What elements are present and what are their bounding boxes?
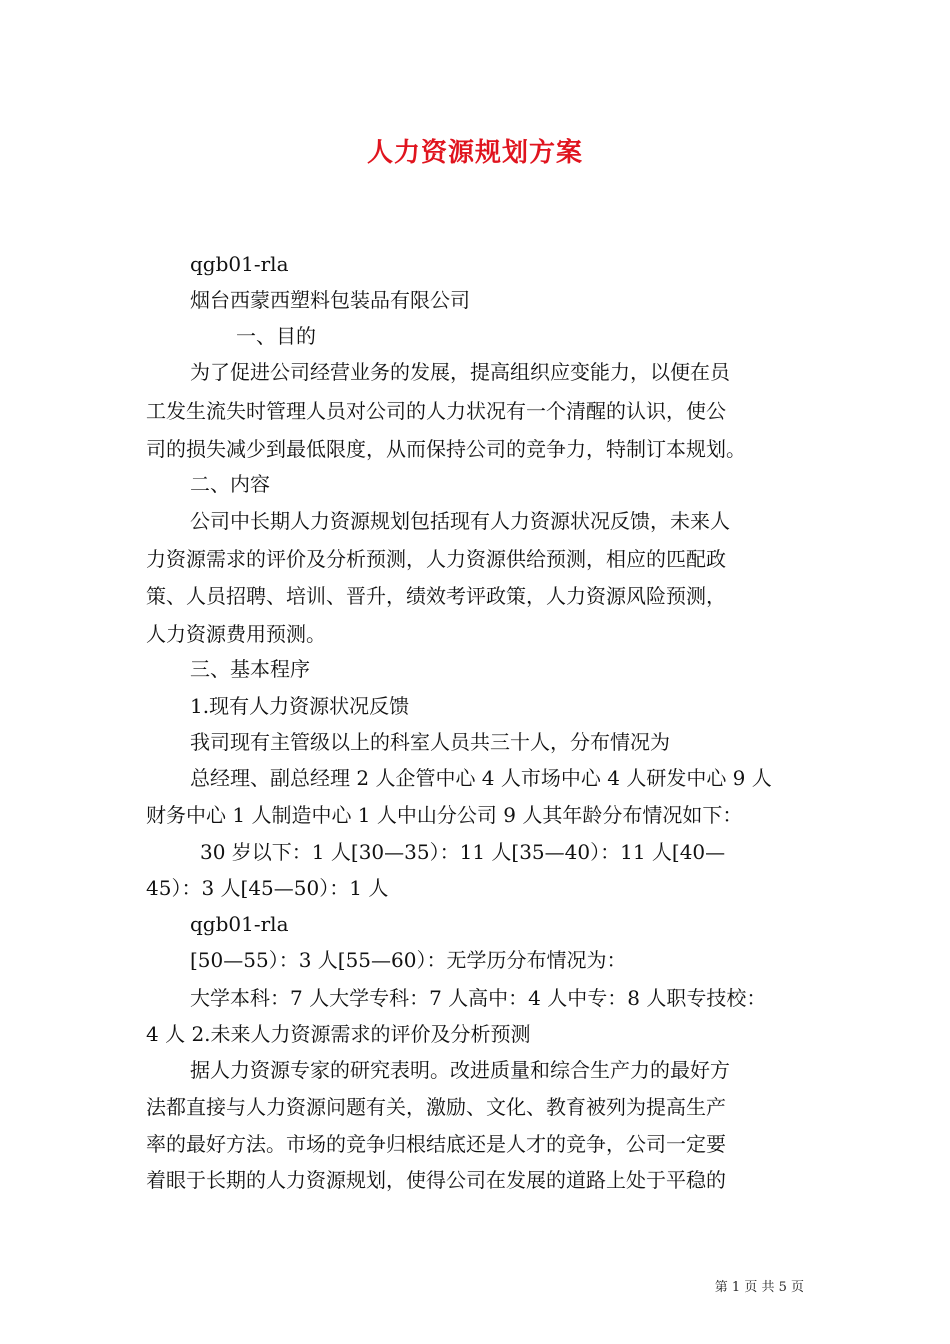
paragraph-line: 据人力资源专家的研究表明。改进质量和综合生产力的最好方 — [190, 1058, 730, 1082]
paragraph-line: 30 岁以下：1 人[30—35）：11 人[35—40）：11 人[40— — [200, 840, 726, 864]
paragraph-line: 大学本科：7 人大学专科：7 人高中：4 人中专：8 人职专技校： — [190, 986, 767, 1010]
paragraph-line: 策、人员招聘、培训、晋升，绩效考评政策，人力资源风险预测， — [146, 584, 726, 608]
paragraph-line: 我司现有主管级以上的科室人员共三十人，分布情况为 — [190, 730, 670, 754]
paragraph-line: 公司中长期人力资源规划包括现有人力资源状况反馈，未来人 — [190, 509, 730, 533]
company-name-line: 烟台西蒙西塑料包装品有限公司 — [190, 288, 470, 312]
paragraph-line: 财务中心 1 人制造中心 1 人中山分公司 9 人其年龄分布情况如下： — [146, 803, 743, 827]
section-heading: 三、基本程序 — [190, 657, 310, 681]
paragraph-line: 率的最好方法。市场的竞争归根结底还是人才的竞争，公司一定要 — [146, 1132, 726, 1156]
page-number: 第 1 页 共 5 页 — [714, 1280, 804, 1295]
paragraph-line: 工发生流失时管理人员对公司的人力状况有一个清醒的认识，使公 — [146, 399, 726, 423]
paragraph-line: 力资源需求的评价及分析预测，人力资源供给预测，相应的匹配政 — [146, 547, 726, 571]
document-title: 人力资源规划方案 — [366, 138, 583, 168]
doc-code-line: qgb01-rla — [190, 252, 289, 276]
paragraph-line: 4 人 2.未来人力资源需求的评价及分析预测 — [146, 1022, 531, 1046]
section-heading: 一、目的 — [236, 324, 316, 348]
paragraph-line: 45）：3 人[45—50）：1 人 — [146, 876, 389, 900]
paragraph-line: 着眼于长期的人力资源规划，使得公司在发展的道路上处于平稳的 — [146, 1168, 726, 1192]
paragraph-line: [50—55）：3 人[55—60）：无学历分布情况为： — [190, 948, 627, 972]
section-heading: 二、内容 — [190, 472, 270, 496]
paragraph-line: 人力资源费用预测。 — [146, 622, 326, 646]
paragraph-line: 司的损失减少到最低限度，从而保持公司的竞争力，特制订本规划。 — [146, 437, 746, 461]
doc-code-line: qgb01-rla — [190, 912, 289, 936]
subsection-heading: 1.现有人力资源状况反馈 — [190, 694, 410, 718]
paragraph-line: 法都直接与人力资源问题有关，激励、文化、教育被列为提高生产 — [146, 1095, 726, 1119]
paragraph-line: 为了促进公司经营业务的发展，提高组织应变能力，以便在员 — [190, 360, 730, 384]
paragraph-line: 总经理、副总经理 2 人企管中心 4 人市场中心 4 人研发中心 9 人 — [190, 766, 772, 790]
